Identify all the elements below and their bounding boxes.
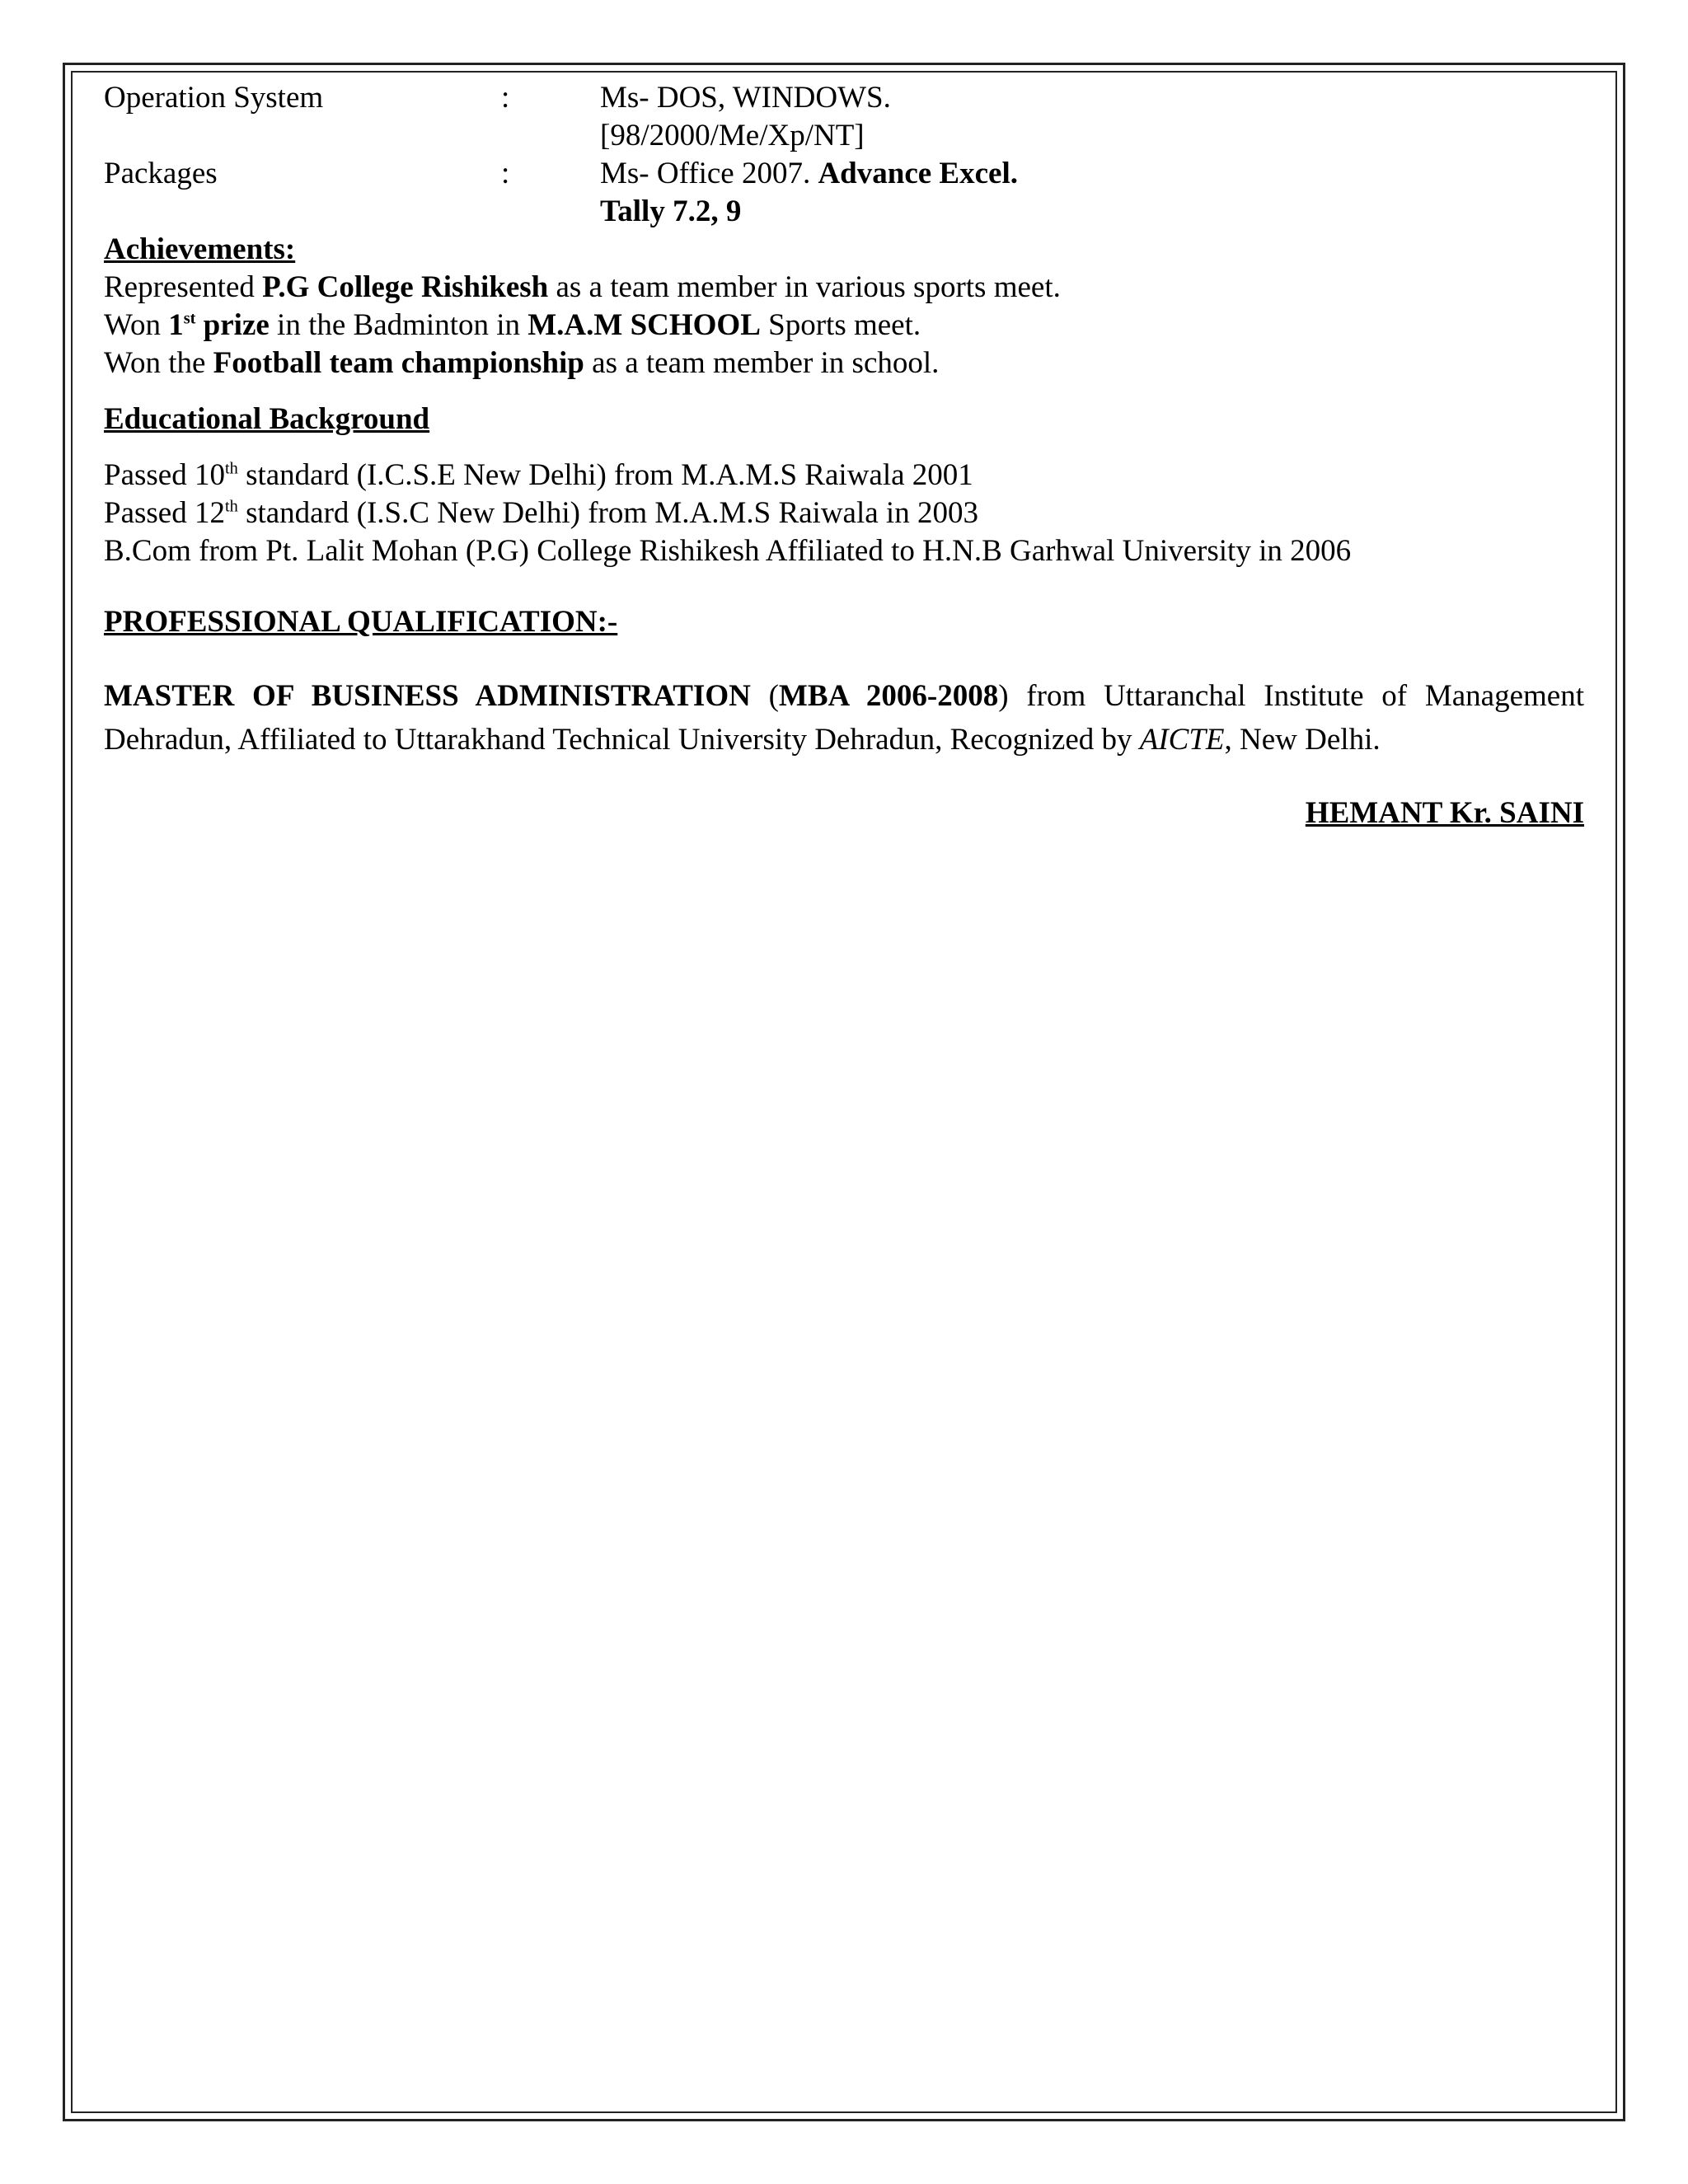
os-label: Operation System [104, 81, 324, 115]
achievement-bold: prize [195, 308, 270, 342]
achievement-bold: 1 [168, 308, 184, 342]
professional-heading: PROFESSIONAL QUALIFICATION:- [104, 605, 618, 639]
achievement-item [104, 344, 1584, 382]
achievement-item [104, 269, 1584, 307]
packages-office: Ms- Office 2007. [600, 157, 811, 190]
achievements-heading: Achievements: [104, 232, 296, 266]
achievement-bold: P.G College Rishikesh [262, 270, 549, 304]
education-text: Passed 10 [104, 458, 225, 492]
packages-tally: Tally 7.2, 9 [600, 194, 742, 228]
achievement-text: Won the [104, 346, 213, 380]
spacer [104, 438, 1584, 457]
achievement-bold: Football team championship [213, 346, 584, 380]
ordinal-suffix: st [183, 309, 196, 328]
achievement-bold: M.A.M SCHOOL [528, 308, 761, 342]
ordinal-suffix: th [224, 459, 238, 478]
spacer [104, 762, 1584, 794]
achievement-text: Won [104, 308, 169, 342]
packages-excel: Advance Excel. [818, 157, 1018, 190]
education-item [104, 457, 1584, 494]
packages-colon: : [501, 157, 510, 190]
achievement-text: Represented [104, 270, 263, 304]
degree-years: MBA 2006-2008 [778, 679, 999, 713]
packages-row [104, 155, 1584, 193]
degree-name: MASTER OF BUSINESS ADMINISTRATION [104, 679, 751, 713]
education-text: standard (I.S.C New Delhi) from M.A.M.S Raiwala in 2003 [237, 496, 978, 530]
education-text: Passed 12 [104, 496, 225, 530]
packages-row-2 [104, 193, 1584, 231]
education-item: B.Com from Pt. Lalit Mohan (P.G) College Rishikesh Affiliated to H.N.B Garhwal University in 2006 [104, 534, 1352, 568]
os-row-2 [104, 117, 1584, 155]
paragraph-text: ( [750, 679, 779, 713]
packages-label: Packages [104, 157, 218, 190]
education-text: standard (I.C.S.E New Delhi) from M.A.M.S Raiwala 2001 [237, 458, 973, 492]
education-item [104, 494, 1584, 532]
achievement-text: in the Badminton in [269, 308, 528, 342]
os-value-1: Ms- DOS, WINDOWS. [600, 81, 891, 115]
packages-value [600, 155, 1018, 193]
education-heading: Educational Background [104, 402, 430, 436]
resume-content [104, 79, 1584, 832]
os-row [104, 79, 1584, 117]
signature-name: HEMANT Kr. SAINI [1305, 796, 1584, 830]
spacer [104, 570, 1584, 603]
mba-paragraph [104, 674, 1584, 762]
paragraph-text: , New Delhi. [1224, 723, 1381, 757]
accreditation-body: AICTE [1139, 723, 1225, 757]
os-colon: : [501, 81, 510, 115]
os-value-2: [98/2000/Me/Xp/NT] [600, 119, 865, 152]
ordinal-suffix: th [224, 497, 238, 516]
spacer [104, 641, 1584, 674]
achievement-text: as a team member in various sports meet. [548, 270, 1061, 304]
achievement-item [104, 307, 1584, 344]
paragraph-text: ) from Uttaranchal Institute of Management Dehradun, Affiliated to Uttarakhand Technical University Dehradun, Recognized by [104, 679, 1584, 757]
spacer [104, 382, 1584, 401]
achievement-text: as a team member in school. [584, 346, 940, 380]
achievement-text: Sports meet. [760, 308, 921, 342]
